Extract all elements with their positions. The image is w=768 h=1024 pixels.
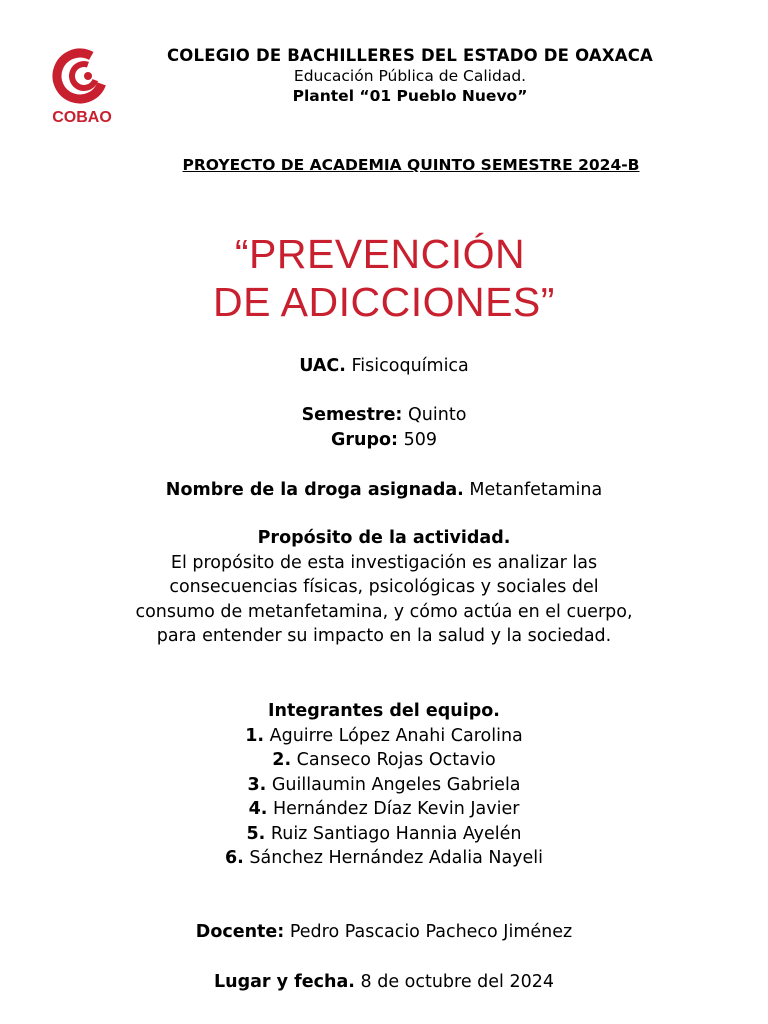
member-name: Guillaumin Angeles Gabriela (271, 774, 521, 795)
member-number: 4. (248, 799, 268, 819)
campus-name: Plantel “01 Pueblo Nuevo” (292, 87, 528, 105)
purpose-section (0, 526, 768, 649)
team-member (0, 846, 768, 871)
member-number: 2. (272, 750, 292, 770)
semestre-value: Quinto (408, 405, 467, 425)
team-member (0, 724, 768, 749)
docente-line (0, 920, 768, 944)
purpose-title: Propósito de la actividad. (257, 528, 511, 548)
logo-text: COBAO (52, 109, 112, 126)
team-section (0, 699, 768, 871)
purpose-line: consumo de metanfetamina, y cómo actúa en el cuerpo, (135, 601, 633, 622)
semestre-label: Semestre: (301, 405, 403, 425)
member-name: Sánchez Hernández Adalia Nayeli (249, 848, 544, 868)
member-name: Ruiz Santiago Hannia Ayelén (270, 823, 522, 844)
member-number: 5. (246, 823, 266, 844)
docente-value: Pedro Pascacio Pacheco Jiménez (289, 922, 573, 942)
uac-line (0, 354, 768, 378)
member-number: 6. (224, 848, 244, 868)
project-heading-text: PROYECTO DE ACADEMIA QUINTO SEMESTRE 2024-B (182, 156, 640, 174)
school-motto: Educación Pública de Calidad. (293, 67, 527, 85)
grupo-label: Grupo: (331, 430, 399, 450)
purpose-line: consecuencias físicas, psicológicas y sociales del (169, 577, 599, 597)
member-name: Aguirre López Anahi Carolina (269, 725, 523, 746)
title-line-2: DE ADICCIONES” (213, 279, 555, 325)
droga-label: Nombre de la droga asignada. (165, 480, 464, 500)
purpose-line: para entender su impacto en la salud y la sociedad. (156, 626, 612, 646)
member-number: 3. (247, 774, 267, 795)
project-heading (0, 155, 768, 175)
member-number: 1. (245, 725, 265, 746)
document-title (0, 230, 768, 326)
member-name: Canseco Rojas Octavio (296, 750, 496, 770)
droga-line (0, 478, 768, 502)
team-member (0, 822, 768, 847)
team-title: Integrantes del equipo. (268, 701, 500, 721)
lugar-value: 8 de octubre del 2024 (360, 972, 555, 992)
cobao-logo (44, 46, 130, 128)
grupo-line (0, 428, 768, 452)
lugar-fecha-line (0, 970, 768, 994)
member-name: Hernández Díaz Kevin Javier (272, 799, 520, 819)
school-name: COLEGIO DE BACHILLERES DEL ESTADO DE OAXACA (166, 46, 654, 65)
uac-label: UAC. (299, 356, 346, 376)
title-line-1: “PREVENCIÓN (234, 231, 526, 277)
cobao-logo-icon (44, 46, 130, 128)
docente-label: Docente: (195, 922, 285, 942)
purpose-line: El propósito de esta investigación es analizar las (170, 552, 598, 573)
team-member (0, 748, 768, 773)
semestre-line (0, 403, 768, 427)
school-header (120, 46, 700, 106)
team-member (0, 797, 768, 822)
grupo-value: 509 (403, 430, 437, 450)
droga-value: Metanfetamina (469, 480, 603, 500)
uac-value: Fisicoquímica (351, 356, 469, 376)
lugar-label: Lugar y fecha. (213, 972, 355, 992)
team-member (0, 773, 768, 798)
